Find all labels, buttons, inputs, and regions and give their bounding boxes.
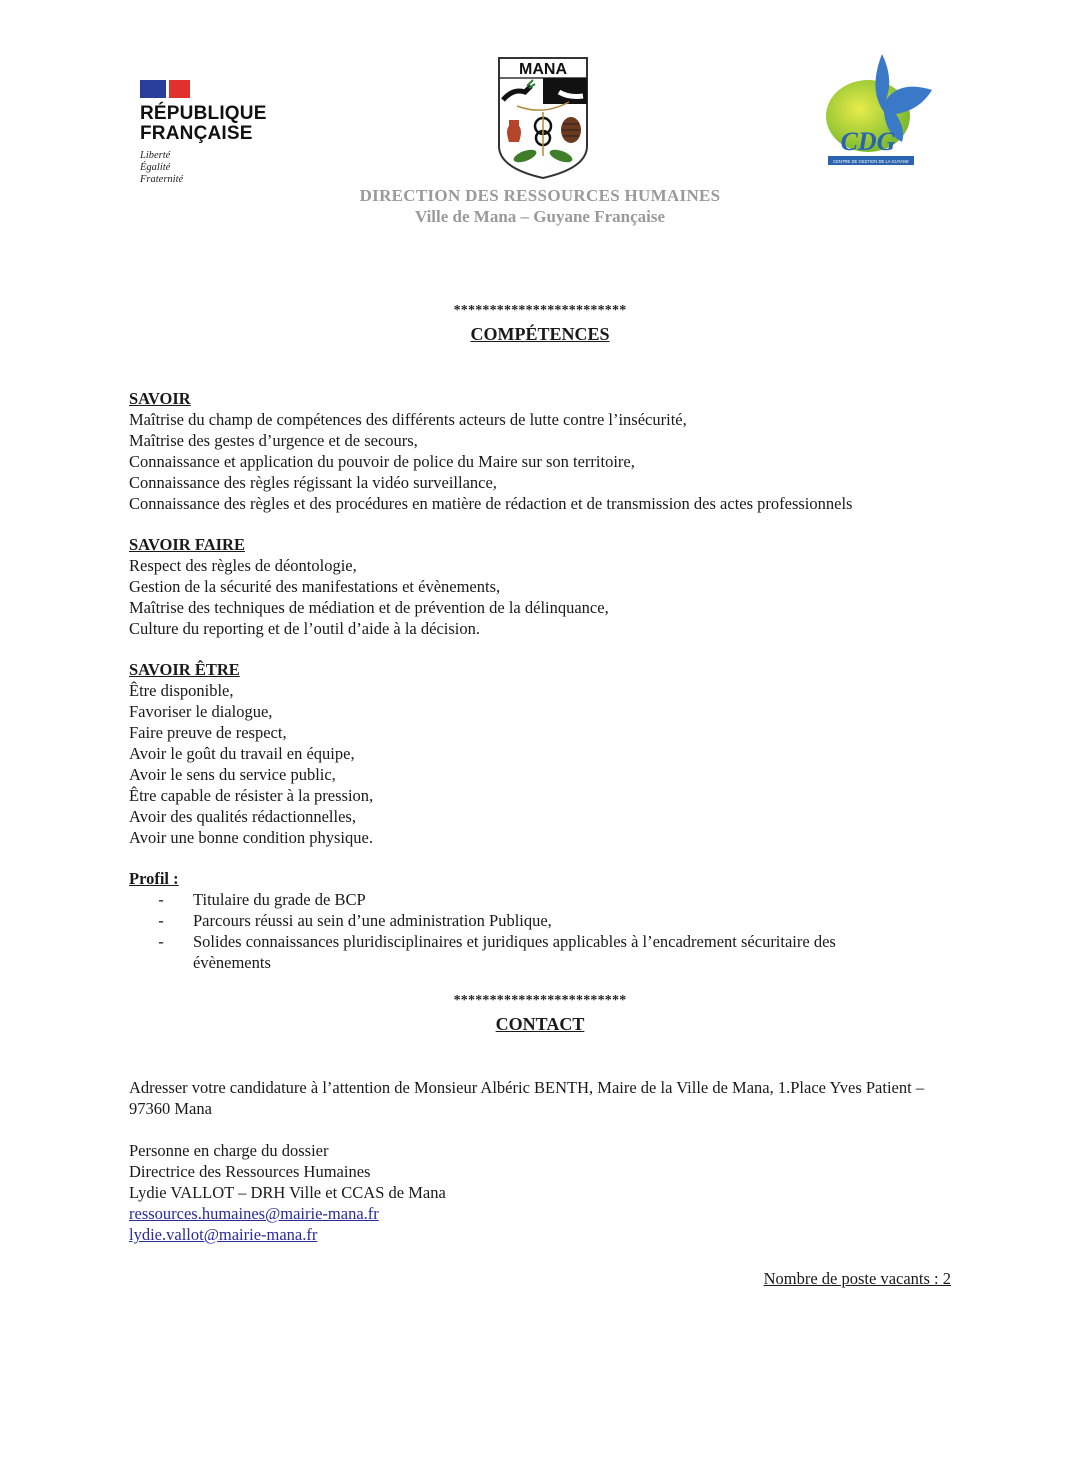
contact-title: CONTACT (495, 1014, 585, 1034)
bullet-dash: - (158, 932, 164, 951)
profil-item-text: Parcours réussi au sein d’une administration Publique, (193, 911, 552, 930)
savoir-etre-item: Avoir le goût du travail en équipe, (129, 744, 355, 763)
department-header: DIRECTION DES RESSOURCES HUMAINES (359, 186, 721, 205)
savoir-etre-item: Favoriser le dialogue, (129, 702, 273, 721)
savoir-faire-item: Gestion de la sécurité des manifestations et évènements, (129, 577, 501, 596)
competences-title: COMPÉTENCES (470, 324, 610, 344)
profil-item (129, 910, 909, 931)
savoir-item: Connaissance et application du pouvoir de police du Maire sur son territoire, (129, 452, 635, 471)
savoir-etre-heading: SAVOIR ÊTRE (129, 660, 240, 679)
savoir-item: Connaissance des règles et des procédures en matière de rédaction et de transmission des actes professionnels (129, 494, 853, 513)
cdg-guyane-logo (820, 50, 940, 170)
savoir-section (129, 388, 959, 514)
profil-item-text: Solides connaissances pluridisciplinaires et juridiques applicables à l’encadrement sécuritaire des évènements (193, 932, 836, 972)
savoir-etre-item: Avoir des qualités rédactionnelles, (129, 807, 356, 826)
savoir-etre-section (129, 659, 959, 848)
republique-line1: RÉPUBLIQUE (140, 103, 267, 124)
motto-fraternite: Fraternité (140, 174, 184, 185)
location-header: Ville de Mana – Guyane Française (414, 207, 666, 226)
contact-address: Adresser votre candidature à l’attention de Monsieur Albéric BENTH, Maire de la Ville de Mana, 1.Place Yves Patient – 97360 Mana (129, 1078, 925, 1118)
french-flag-icon (140, 80, 190, 98)
bullet-dash: - (158, 911, 164, 930)
motto-egalite: Égalité (140, 162, 171, 173)
cdg-logo-text: CDG (840, 127, 896, 156)
republique-name (140, 104, 280, 144)
savoir-etre-item: Être disponible, (129, 681, 234, 700)
separator-stars: ************************ (453, 993, 627, 1008)
profil-heading: Profil : (129, 869, 179, 888)
savoir-faire-item: Maîtrise des techniques de médiation et de prévention de la délinquance, (129, 598, 609, 617)
profil-section (129, 868, 909, 973)
republique-motto (140, 150, 280, 186)
profil-item-text: Titulaire du grade de BCP (193, 890, 366, 909)
contact-person-section (129, 1140, 959, 1245)
cdg-logo-subtext: CENTRE DE GESTION DE LA GUYANE (833, 159, 909, 164)
savoir-etre-item: Être capable de résister à la pression, (129, 786, 374, 805)
savoir-faire-item: Culture du reporting et de l’outil d’aide à la décision. (129, 619, 480, 638)
person-name: Lydie VALLOT – DRH Ville et CCAS de Mana (129, 1183, 446, 1202)
savoir-heading: SAVOIR (129, 389, 191, 408)
email-link-lydie[interactable]: lydie.vallot@mairie-mana.fr (129, 1225, 318, 1244)
republique-line2: FRANÇAISE (140, 123, 253, 144)
savoir-etre-item: Avoir une bonne condition physique. (129, 828, 373, 847)
mana-logo-text: MANA (519, 61, 567, 78)
savoir-item: Maîtrise des gestes d’urgence et de secours, (129, 431, 418, 450)
savoir-faire-section (129, 534, 959, 639)
profil-item (129, 931, 909, 973)
savoir-etre-item: Avoir le sens du service public, (129, 765, 336, 784)
republique-francaise-logo (140, 80, 280, 186)
vacancies-count: Nombre de poste vacants : 2 (763, 1269, 951, 1288)
bullet-dash: - (158, 890, 164, 909)
savoir-item: Connaissance des règles régissant la vidéo surveillance, (129, 473, 497, 492)
separator-stars: ************************ (453, 303, 627, 318)
savoir-etre-item: Faire preuve de respect, (129, 723, 287, 742)
mana-coat-of-arms-logo (497, 56, 589, 180)
profil-item (129, 889, 909, 910)
person-label: Personne en charge du dossier (129, 1141, 329, 1160)
savoir-faire-item: Respect des règles de déontologie, (129, 556, 357, 575)
motto-liberte: Liberté (140, 150, 171, 161)
savoir-faire-heading: SAVOIR FAIRE (129, 535, 245, 554)
person-role: Directrice des Ressources Humaines (129, 1162, 371, 1181)
email-link-rh[interactable]: ressources.humaines@mairie-mana.fr (129, 1204, 379, 1223)
savoir-item: Maîtrise du champ de compétences des différents acteurs de lutte contre l’insécurité, (129, 410, 687, 429)
